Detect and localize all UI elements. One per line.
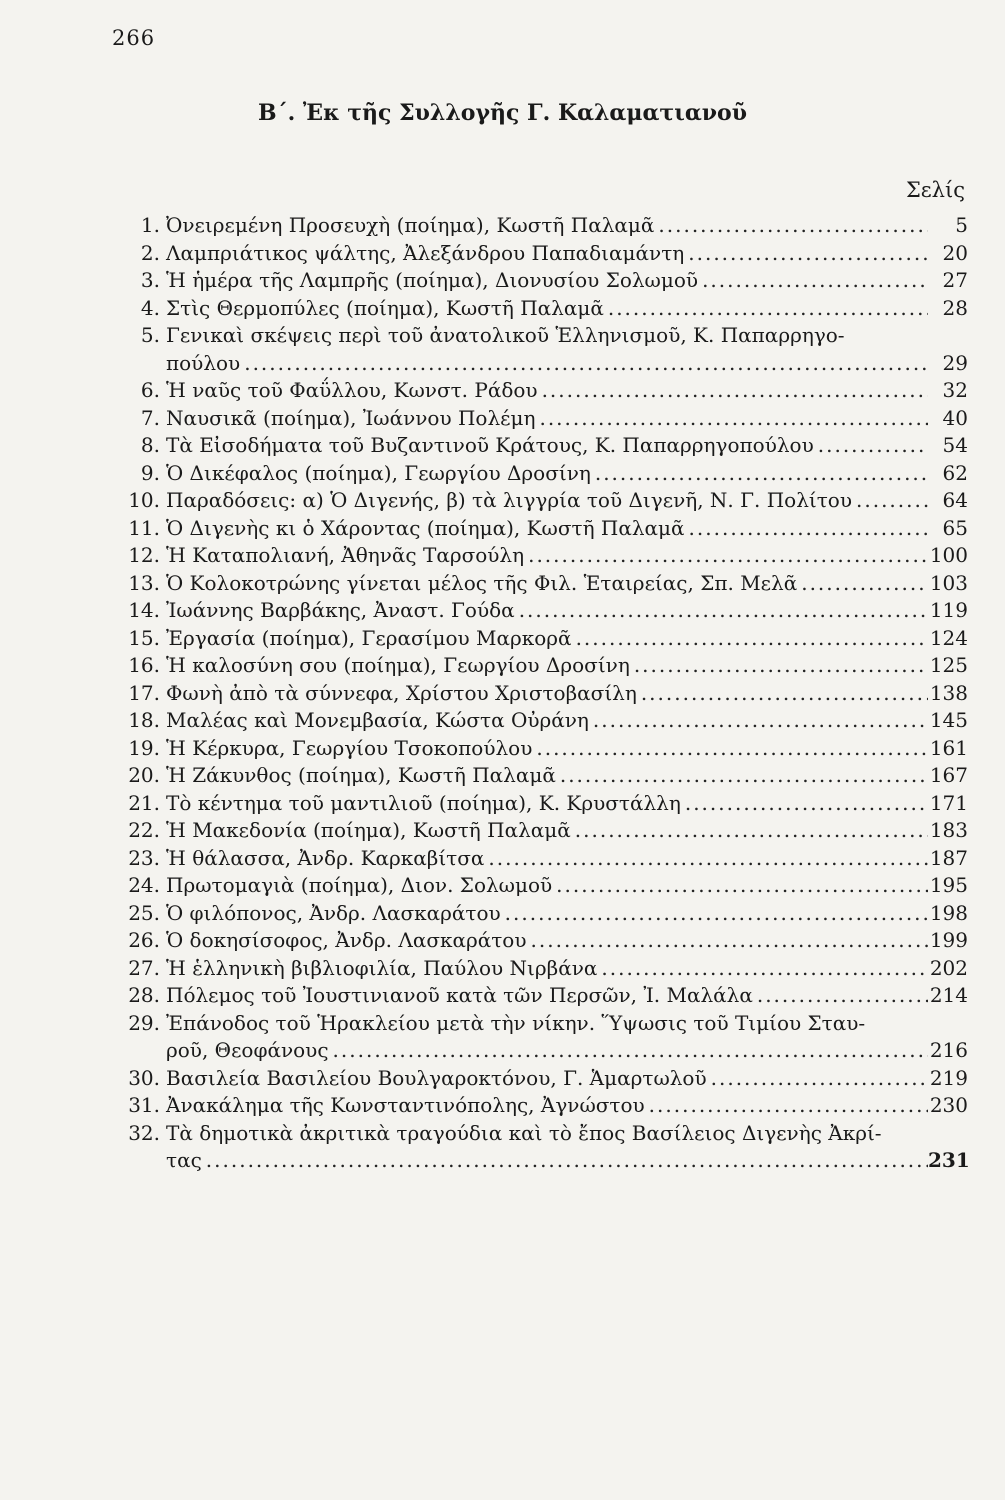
- toc-entry-title: Ὁ δοκησίσοφος, Ἀνδρ. Λασκαράτου: [166, 928, 527, 952]
- dot-leader: [571, 817, 928, 845]
- toc-entry-page: 231: [928, 1148, 970, 1172]
- toc-entry-number: 1.: [140, 213, 160, 237]
- toc-entry-page: 5: [955, 213, 968, 237]
- toc-entry: [112, 1120, 968, 1175]
- dot-leader: [484, 845, 928, 873]
- toc-entry-number: 4.: [140, 295, 160, 320]
- toc-entry-number: 24.: [128, 873, 160, 897]
- toc-entry: [112, 377, 968, 405]
- dot-leader: [532, 735, 928, 763]
- toc-entry: [112, 597, 968, 625]
- dot-leader: [630, 652, 928, 680]
- toc-entry-page: 167: [929, 763, 968, 787]
- toc-entry: [112, 1010, 968, 1065]
- toc-entry-page: 183: [929, 818, 968, 842]
- toc-entry: [112, 295, 968, 323]
- dot-leader: [589, 707, 928, 735]
- toc-entry-title: Πόλεμος τοῦ Ἰουστινιανοῦ κατὰ τῶν Περσῶν, Ἰ. Μαλάλα: [166, 983, 753, 1007]
- toc-entry-title: Ὀνειρεμένη Προσευχὴ (ποίημα), Κωστῆ Παλαμᾶ: [166, 213, 655, 237]
- toc-entry-number: 5.: [140, 323, 160, 347]
- dot-leader: [814, 432, 928, 460]
- toc-entry-number: 30.: [128, 1065, 160, 1090]
- toc-entry: [112, 487, 968, 515]
- toc-entry-title: Φωνὴ ἀπὸ τὰ σύννεφα, Χρίστου Χριστοβασίλη: [166, 680, 637, 705]
- toc-entry-page: 62: [942, 460, 968, 485]
- toc-entry-title: Ἡ Μακεδονία (ποίημα), Κωστῆ Παλαμᾶ: [166, 818, 571, 842]
- toc-entry-page: 161: [929, 735, 968, 760]
- toc-entry: [112, 570, 968, 598]
- toc-entry-title: Ἡ Κέρκυρα, Γεωργίου Τσοκοπούλου: [166, 735, 533, 760]
- toc-entry-page: 125: [929, 653, 968, 677]
- toc-entry-number: 15.: [128, 625, 160, 650]
- toc-entry: [112, 872, 968, 900]
- toc-entry-title: Βασιλεία Βασιλείου Βουλγαροκτόνου, Γ. Ἁμαρτωλοῦ: [166, 1065, 707, 1090]
- toc-entry-title: Ἡ ἑλληνικὴ βιβλιοφιλία, Παύλου Νιρβάνα: [166, 955, 598, 980]
- toc-entry-page: 28: [942, 295, 968, 320]
- toc-entry-number: 2.: [140, 240, 160, 265]
- toc-entry: [112, 322, 968, 377]
- dot-leader: [681, 790, 928, 818]
- toc-entry-page: 124: [929, 625, 968, 650]
- dot-leader: [852, 487, 928, 515]
- toc-entry-page: 54: [942, 433, 968, 457]
- toc-entry: [112, 790, 968, 818]
- toc-entry-number: 11.: [128, 515, 160, 540]
- dot-leader: [591, 460, 928, 488]
- dot-leader: [572, 625, 928, 653]
- dot-leader: [797, 570, 928, 598]
- toc-entry: [112, 625, 968, 653]
- toc-entry: [112, 955, 968, 983]
- toc-entry: [112, 735, 968, 763]
- toc-entry-number: 19.: [128, 735, 160, 760]
- toc-entry-page: 119: [929, 598, 968, 622]
- toc-entry-number: 18.: [128, 708, 160, 732]
- toc-entry-page: 199: [929, 928, 968, 952]
- table-of-contents: [112, 212, 968, 1175]
- toc-entry: [112, 982, 968, 1010]
- toc-entry-number: 8.: [140, 433, 160, 457]
- dot-leader: [685, 515, 928, 543]
- dot-leader: [552, 872, 928, 900]
- toc-entry: [112, 1092, 968, 1120]
- dot-leader: [698, 267, 928, 295]
- dot-leader: [645, 1092, 928, 1120]
- toc-entry-number: 6.: [140, 378, 160, 402]
- toc-entry-title: Γενικαὶ σκέψεις περὶ τοῦ ἀνατολικοῦ Ἑλληνισμοῦ, Κ. Παπαρρηγο-: [166, 323, 845, 347]
- toc-entry-page: 100: [929, 543, 968, 567]
- dot-leader: [535, 405, 928, 433]
- toc-entry-number: 31.: [128, 1093, 160, 1117]
- page-number: 266: [112, 26, 156, 50]
- toc-entry: [112, 762, 968, 790]
- toc-entry-title: Τὰ δημοτικὰ ἀκριτικὰ τραγούδια καὶ τὸ ἔπος Βασίλειος Διγενὴς Ἀκρί-: [166, 1120, 882, 1145]
- toc-entry-page: 40: [942, 405, 968, 430]
- toc-entry-title: Ὁ Κολοκοτρώνης γίνεται μέλος τῆς Φιλ. Ἑταιρείας, Σπ. Μελᾶ: [166, 570, 798, 595]
- toc-entry-title: Τὰ Εἰσοδήματα τοῦ Βυζαντινοῦ Κράτους, Κ. Παπαρρηγοπούλου: [166, 433, 814, 457]
- toc-entry: [112, 652, 968, 680]
- toc-entry-page: 32: [942, 378, 968, 402]
- toc-entry-title: Ἡ ναῦς τοῦ Φαΰλλου, Κωνστ. Ράδου: [166, 378, 538, 402]
- toc-entry-number: 17.: [128, 680, 160, 705]
- toc-entry-title: Ναυσικᾶ (ποίημα), Ἰωάννου Πολέμη: [166, 405, 536, 430]
- toc-entry: [112, 267, 968, 295]
- toc-entry-page: 202: [929, 955, 968, 980]
- toc-entry-page: 198: [929, 900, 968, 925]
- toc-entry-title: Μαλέας καὶ Μονεμβασία, Κώστα Οὐράνη: [166, 708, 589, 732]
- toc-entry-title: Ἡ θάλασσα, Ἀνδρ. Καρκαβίτσα: [166, 845, 485, 870]
- toc-entry-number: 14.: [128, 598, 160, 622]
- toc-entry-title: Ἡ καλοσύνη σου (ποίημα), Γεωργίου Δροσίνη: [166, 653, 630, 677]
- dot-leader: [329, 1037, 928, 1065]
- toc-entry-title: Ἡ Ζάκυνθος (ποίημα), Κωστῆ Παλαμᾶ: [166, 763, 556, 787]
- toc-entry-number: 27.: [128, 955, 160, 980]
- toc-entry-page: 27: [942, 268, 968, 292]
- toc-entry-title: Τὸ κέντημα τοῦ μαντιλιοῦ (ποίημα), Κ. Κρυστάλλη: [166, 790, 681, 815]
- toc-entry-number: 28.: [128, 983, 160, 1007]
- toc-entry-page: 65: [942, 515, 968, 540]
- toc-entry-number: 21.: [128, 790, 160, 815]
- toc-entry: [112, 707, 968, 735]
- toc-entry-title: πούλου: [166, 350, 241, 375]
- toc-entry-number: 7.: [140, 405, 160, 430]
- toc-entry-number: 3.: [140, 268, 160, 292]
- toc-entry-page: 195: [929, 873, 968, 897]
- toc-entry-page: 214: [929, 983, 968, 1007]
- toc-entry-number: 20.: [128, 763, 160, 787]
- toc-entry-page: 64: [942, 488, 968, 512]
- toc-entry-title: Πρωτομαγιὰ (ποίημα), Διον. Σολωμοῦ: [166, 873, 553, 897]
- dot-leader: [637, 680, 928, 708]
- toc-entry-page: 103: [929, 570, 968, 595]
- dot-leader: [707, 1065, 928, 1093]
- toc-entry-number: 10.: [128, 488, 160, 512]
- toc-entry-title: Στὶς Θερμοπύλες (ποίημα), Κωστῆ Παλαμᾶ: [166, 295, 604, 320]
- toc-entry-page: 145: [929, 708, 968, 732]
- toc-entry-page: 230: [929, 1093, 968, 1117]
- toc-entry-page: 219: [929, 1065, 968, 1090]
- toc-entry-number: 26.: [128, 928, 160, 952]
- dot-leader: [538, 377, 928, 405]
- dot-leader: [597, 955, 928, 983]
- toc-entry: [112, 817, 968, 845]
- toc-entry: [112, 900, 968, 928]
- toc-entry-number: 23.: [128, 845, 160, 870]
- dot-leader: [604, 295, 928, 323]
- toc-entry-page: 20: [942, 240, 968, 265]
- dot-leader: [684, 240, 928, 268]
- toc-entry: [112, 240, 968, 268]
- toc-entry-number: 32.: [128, 1120, 160, 1145]
- toc-entry-number: 9.: [140, 460, 160, 485]
- toc-entry-title: Ὁ φιλόπονος, Ἀνδρ. Λασκαράτου: [166, 900, 501, 925]
- toc-entry-title: Ἐργασία (ποίημα), Γερασίμου Μαρκορᾶ: [166, 625, 572, 650]
- toc-entry: [112, 845, 968, 873]
- toc-entry-number: 25.: [128, 900, 160, 925]
- toc-entry-page: 138: [929, 680, 968, 705]
- toc-entry-number: 16.: [128, 653, 160, 677]
- toc-entry: [112, 542, 968, 570]
- dot-leader: [753, 982, 928, 1010]
- pages-column-header: Σελίς: [905, 178, 965, 202]
- toc-entry: [112, 927, 968, 955]
- toc-entry: [112, 460, 968, 488]
- toc-entry-page: 171: [929, 790, 968, 815]
- toc-entry-page: 29: [942, 350, 968, 375]
- toc-entry-title: τας: [166, 1148, 202, 1172]
- toc-entry-page: 187: [929, 845, 968, 870]
- toc-entry-page: 216: [929, 1038, 968, 1062]
- dot-leader: [515, 597, 928, 625]
- section-title: Β΄. Ἐκ τῆς Συλλογῆς Γ. Καλαματιανοῦ: [258, 100, 747, 126]
- toc-entry-title: ροῦ, Θεοφάνους: [166, 1038, 329, 1062]
- dot-leader: [524, 542, 928, 570]
- toc-entry-title: Παραδόσεις: α) Ὁ Διγενής, β) τὰ λιγγρία τοῦ Διγενῆ, Ν. Γ. Πολίτου: [166, 488, 852, 512]
- dot-leader: [202, 1147, 928, 1175]
- dot-leader: [501, 900, 928, 928]
- toc-entry-title: Ἐπάνοδος τοῦ Ἡρακλείου μετὰ τὴν νίκην. Ὕψωσις τοῦ Τιμίου Σταυ-: [166, 1010, 866, 1035]
- toc-entry: [112, 515, 968, 543]
- toc-entry-title: Ἡ ἡμέρα τῆς Λαμπρῆς (ποίημα), Διονυσίου Σολωμοῦ: [166, 268, 699, 292]
- toc-entry-number: 13.: [128, 570, 160, 595]
- toc-entry-title: Ἀνακάλημα τῆς Κωνσταντινόπολης, Ἀγνώστου: [166, 1093, 645, 1117]
- toc-entry-title: Ὁ Δικέφαλος (ποίημα), Γεωργίου Δροσίνη: [166, 460, 591, 485]
- toc-entry-title: Ὁ Διγενὴς κι ὁ Χάροντας (ποίημα), Κωστῆ Παλαμᾶ: [166, 515, 685, 540]
- toc-entry-number: 12.: [128, 543, 160, 567]
- dot-leader: [556, 762, 928, 790]
- dot-leader: [654, 212, 928, 240]
- toc-entry-title: Ἡ Καταπολιανή, Ἀθηνᾶς Ταρσούλη: [166, 543, 525, 567]
- toc-entry-title: Ἰωάννης Βαρβάκης, Ἀναστ. Γούδα: [166, 598, 515, 622]
- dot-leader: [240, 350, 928, 378]
- toc-entry: [112, 432, 968, 460]
- dot-leader: [527, 927, 928, 955]
- toc-entry: [112, 405, 968, 433]
- toc-entry: [112, 212, 968, 240]
- toc-entry: [112, 680, 968, 708]
- toc-entry-number: 29.: [128, 1010, 160, 1035]
- toc-entry-title: Λαμπριάτικος ψάλτης, Ἀλεξάνδρου Παπαδιαμάντη: [166, 240, 685, 265]
- toc-entry: [112, 1065, 968, 1093]
- toc-entry-number: 22.: [128, 818, 160, 842]
